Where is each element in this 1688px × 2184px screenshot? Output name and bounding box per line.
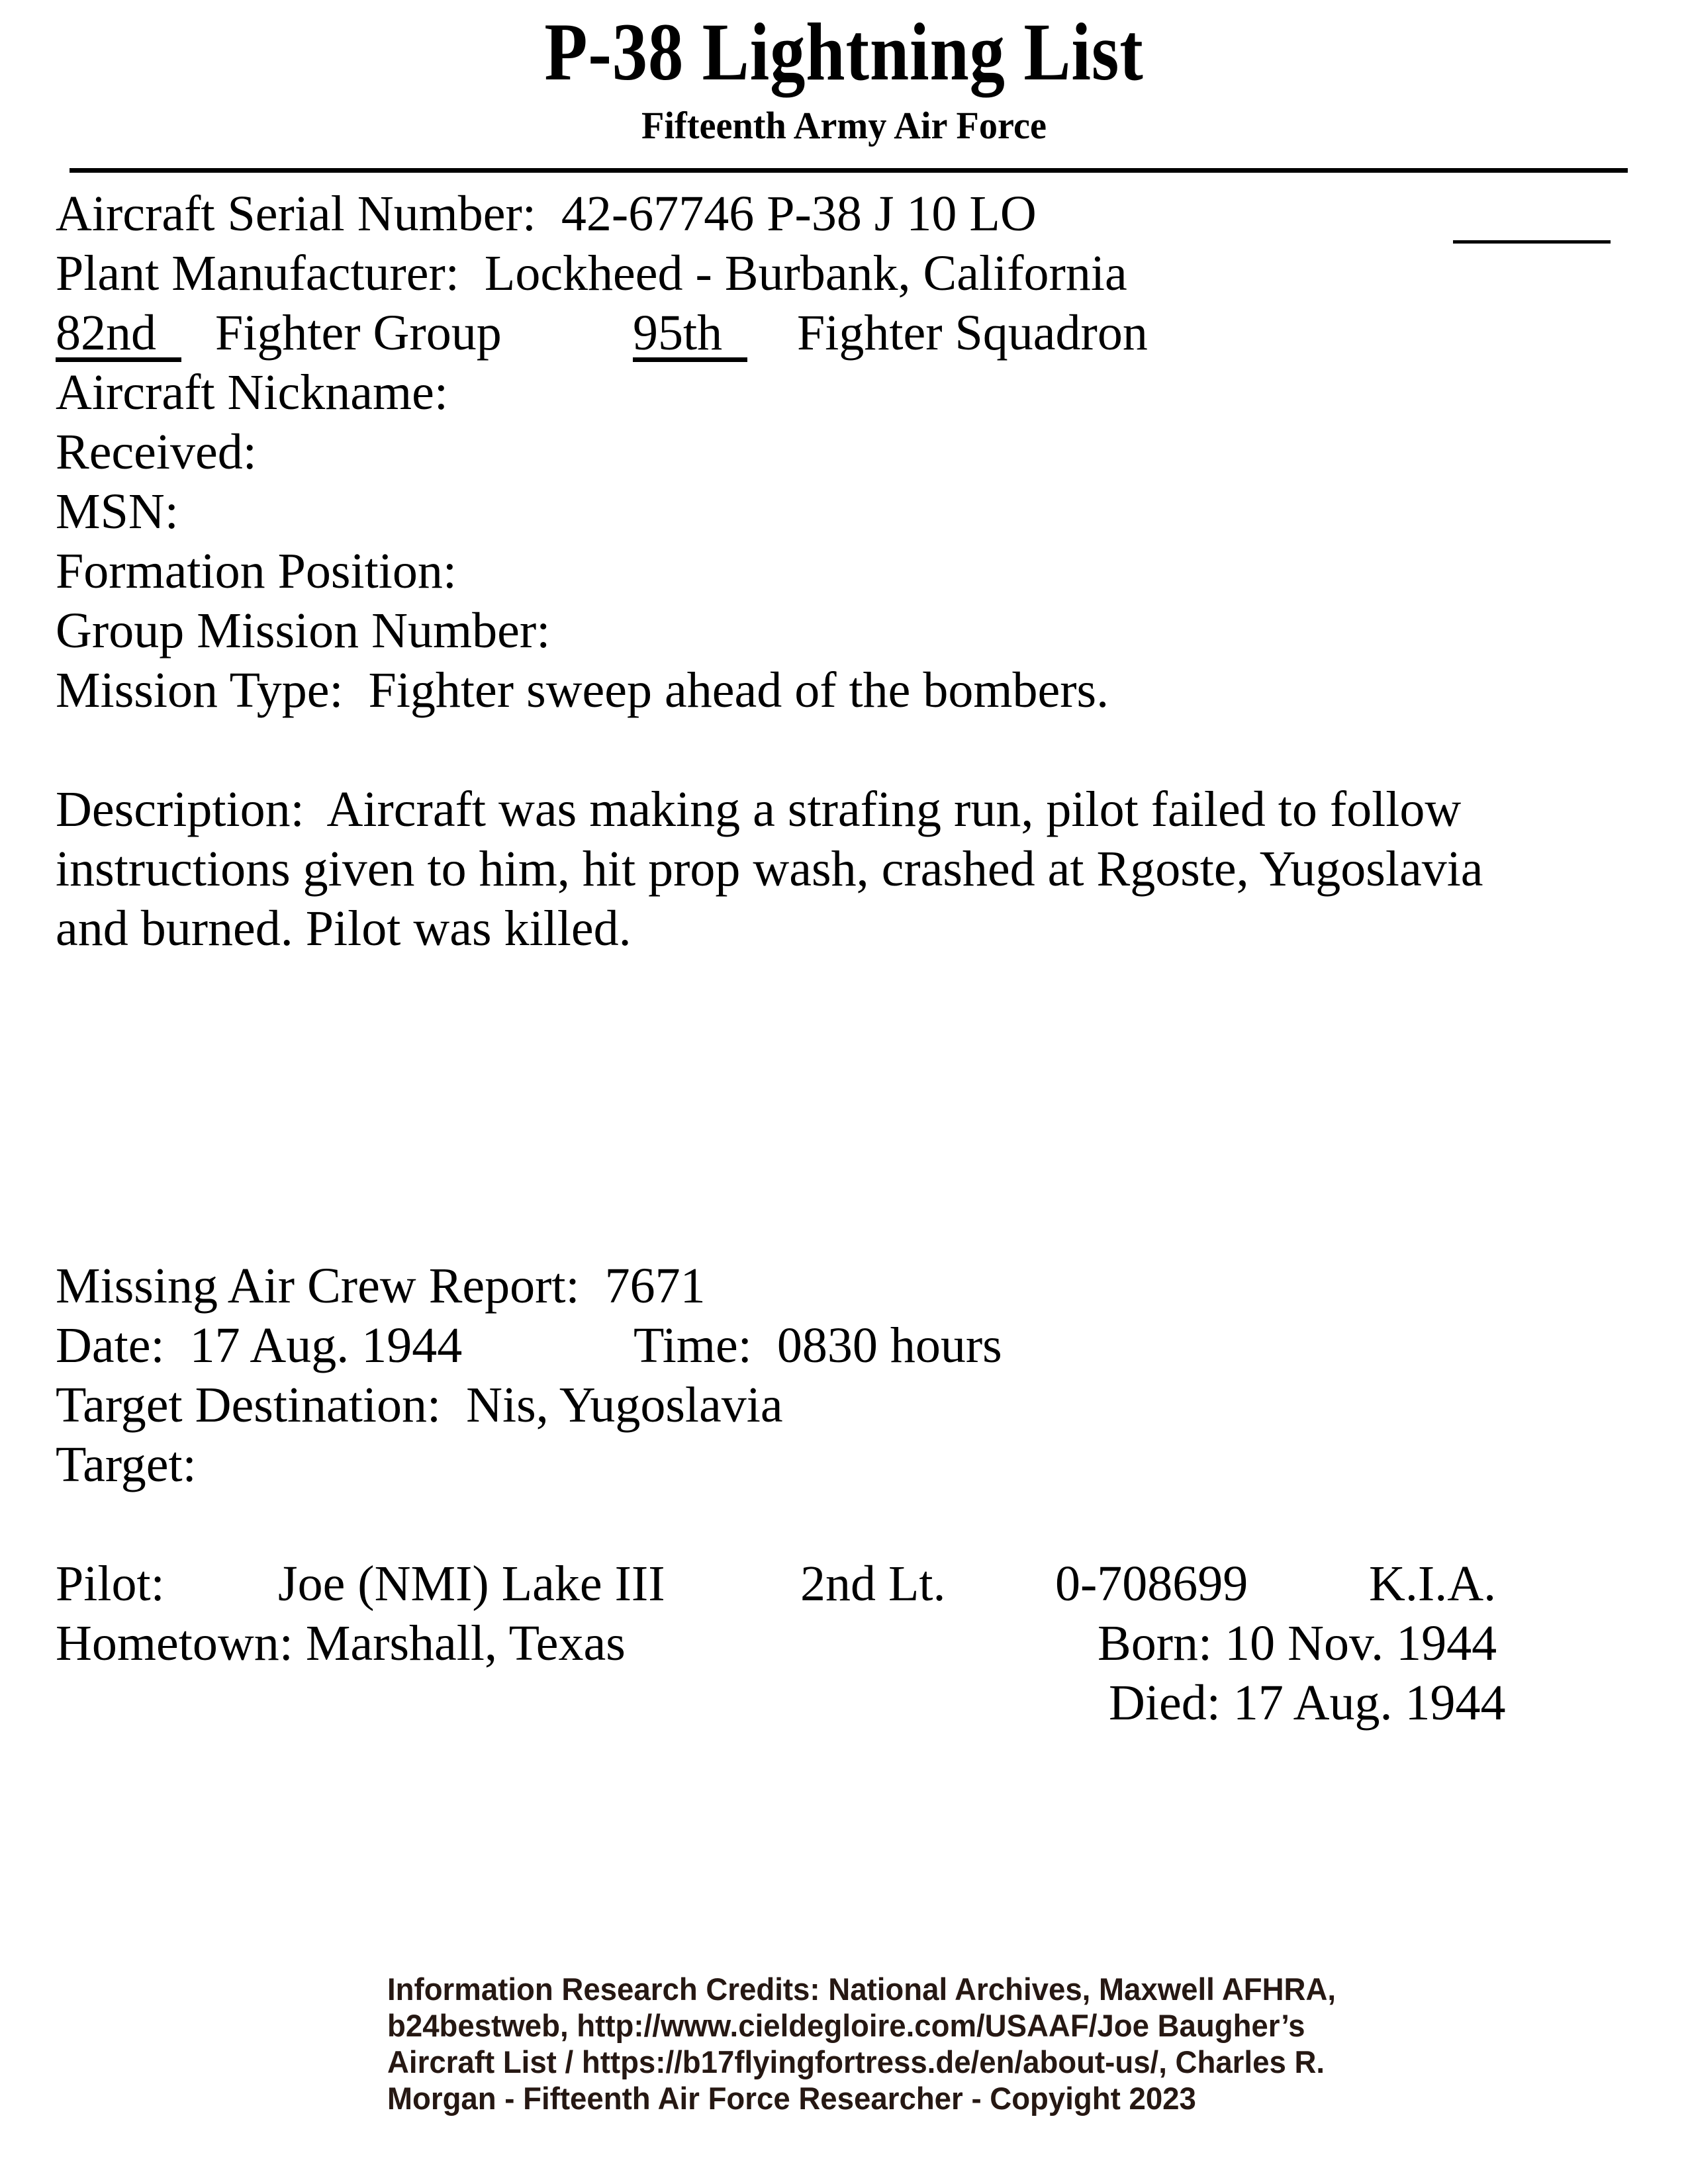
document-line: Aircraft Nickname: — [56, 365, 448, 420]
date-value: Date: 17 Aug. 1944 — [56, 1318, 463, 1373]
pilot-rank: 2nd Lt. — [800, 1556, 946, 1612]
document-line — [56, 1316, 1644, 1375]
document-line: MSN: — [56, 484, 179, 539]
document-line — [56, 1077, 1644, 1137]
document-line — [56, 720, 1644, 780]
footer-line: Information Research Credits: National Archives, Maxwell AFHRA, — [387, 1972, 1336, 2007]
document-line: Description: Aircraft was making a strafing run, pilot failed to follow — [56, 782, 1462, 837]
time-value: Time: 0830 hours — [633, 1318, 1002, 1373]
page-title: P-38 Lightning List — [544, 7, 1144, 97]
document-line — [56, 1197, 1644, 1256]
document-line: Group Mission Number: — [56, 603, 551, 659]
document-body — [56, 184, 1644, 1733]
footer-line: Morgan - Fifteenth Air Force Researcher - Copyight 2023 — [387, 2081, 1196, 2116]
document-line: Mission Type: Fighter sweep ahead of the bombers. — [56, 662, 1109, 718]
document-line: Missing Air Crew Report: 7671 — [56, 1258, 706, 1314]
pilot-hometown: Hometown: Marshall, Texas — [56, 1615, 626, 1671]
document-line — [56, 1137, 1644, 1197]
document-line — [56, 1494, 1644, 1554]
pilot-born-date: Born: 10 Nov. 1944 — [1098, 1615, 1497, 1671]
footer-line: Aircraft List / https://b17flyingfortress.de/en/about-us/, Charles R. — [387, 2044, 1325, 2079]
pilot-died-date: Died: 17 Aug. 1944 — [1109, 1675, 1506, 1731]
document-line — [56, 303, 1644, 363]
document-line: Target: — [56, 1437, 197, 1492]
page-subtitle: Fifteenth Army Air Force — [641, 104, 1047, 147]
footer-line: b24bestweb, http://www.cieldegloire.com/USAAF/Joe Baugher’s — [387, 2008, 1305, 2043]
pilot-name: Joe (NMI) Lake III — [278, 1556, 665, 1612]
document-line: instructions given to him, hit prop wash, crashed at Rgoste, Yugoslavia — [56, 841, 1483, 897]
pilot-serial-number: 0-708699 — [1055, 1556, 1248, 1612]
document-line: Plant Manufacturer: Lockheed - Burbank, California — [56, 246, 1127, 301]
document-line: Target Destination: Nis, Yugoslavia — [56, 1377, 783, 1433]
document-line: Received: — [56, 424, 257, 480]
document-line — [56, 1018, 1644, 1077]
document-line — [56, 1673, 1644, 1733]
document-line: Formation Position: — [56, 543, 457, 599]
document-line: and burned. Pilot was killed. — [56, 901, 632, 956]
document-line — [56, 1614, 1644, 1673]
fighter-group-number: 82nd — [56, 303, 181, 362]
pilot-status: K.I.A. — [1369, 1556, 1497, 1612]
footer-credits — [387, 1971, 1336, 2116]
fighter-group-label: Fighter Group — [215, 305, 502, 361]
header-divider-rule — [70, 168, 1628, 173]
document-line — [56, 1554, 1644, 1614]
fighter-squadron-number: 95th — [633, 303, 747, 362]
pilot-label: Pilot: — [56, 1556, 165, 1612]
document-line — [56, 958, 1644, 1018]
fighter-squadron-label: Fighter Squadron — [797, 305, 1148, 361]
document-line: Aircraft Serial Number: 42-67746 P-38 J 10 LO — [56, 186, 1037, 242]
